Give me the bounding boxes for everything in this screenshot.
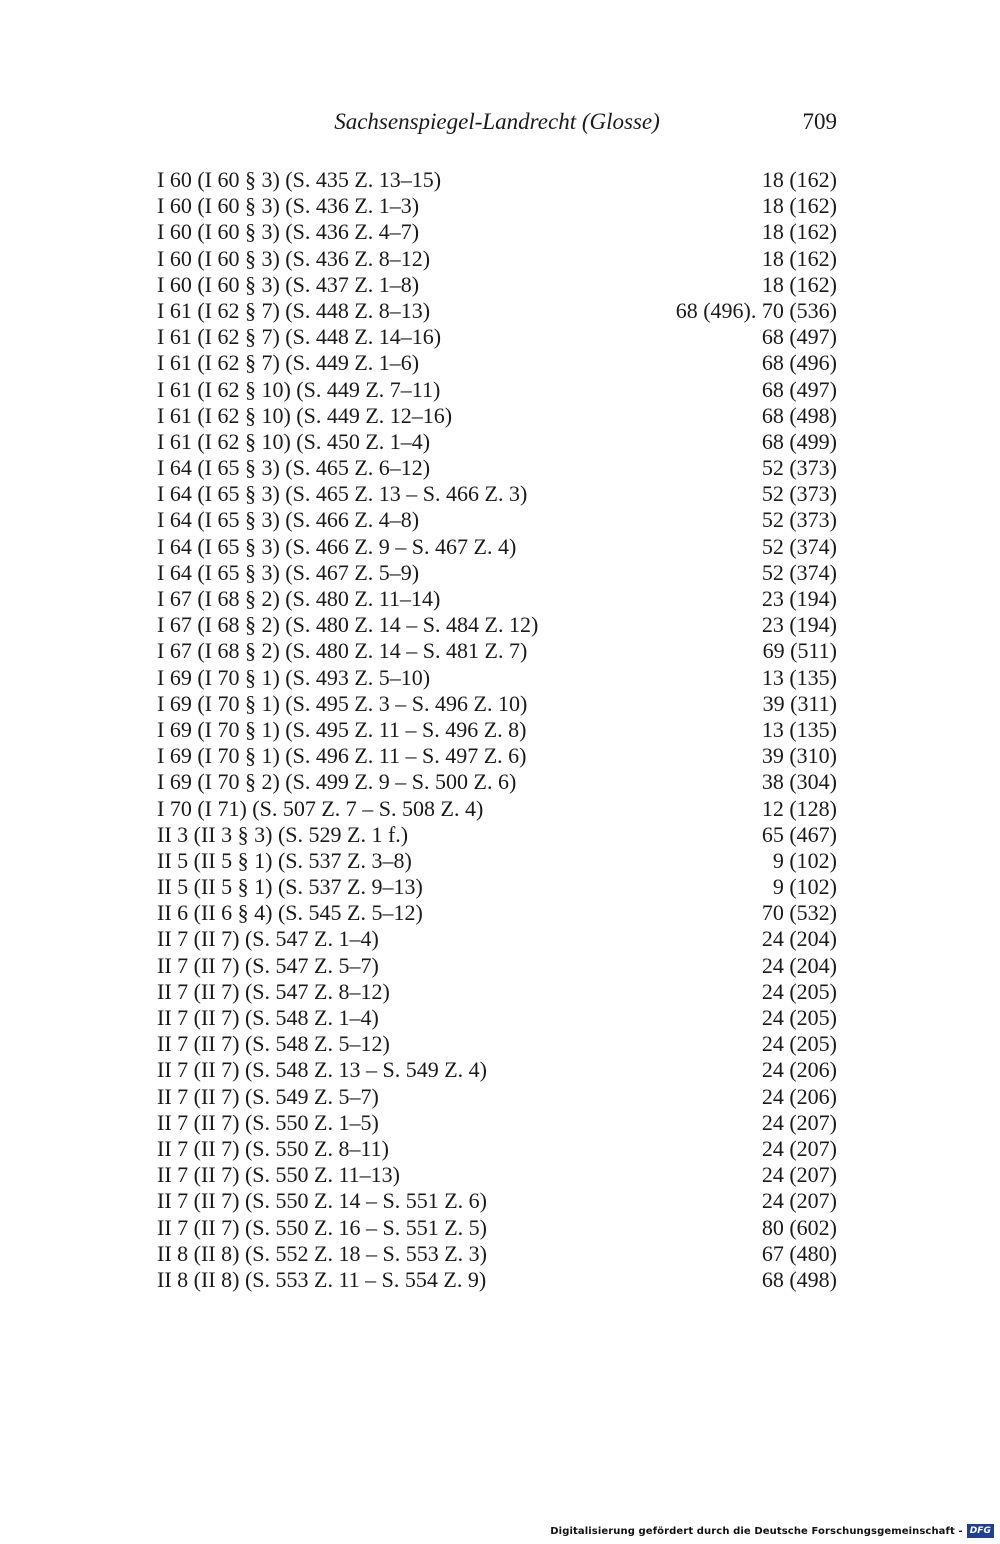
entry-reference: I 69 (I 70 § 1) (S. 496 Z. 11 – S. 497 Z. 6)	[157, 743, 527, 769]
entry-reference: II 7 (II 7) (S. 547 Z. 8–12)	[157, 978, 390, 1004]
entry-reference: II 7 (II 7) (S. 548 Z. 5–12)	[157, 1031, 390, 1057]
index-entry	[157, 1136, 837, 1162]
footer-text: Digitalisierung gefördert durch die Deutsche Forschungsgemeinschaft -	[550, 1525, 963, 1537]
index-entry	[157, 272, 837, 298]
entry-locator: 52 (374)	[761, 559, 837, 585]
entry-locator: 13 (135)	[761, 664, 837, 690]
entry-reference: I 64 (I 65 § 3) (S. 467 Z. 5–9)	[157, 559, 420, 585]
entry-locator: 67 (480)	[761, 1240, 837, 1266]
index-entry	[157, 534, 837, 560]
index-entry	[157, 874, 837, 900]
entry-locator: 13 (135)	[761, 716, 837, 742]
index-entry	[157, 717, 837, 743]
index-entry	[157, 1188, 837, 1214]
index-list	[157, 167, 837, 1293]
entry-locator: 18 (162)	[761, 193, 837, 219]
entry-locator: 39 (310)	[761, 743, 837, 769]
entry-reference: II 7 (II 7) (S. 549 Z. 5–7)	[157, 1083, 379, 1109]
index-entry	[157, 219, 837, 245]
entry-reference: I 64 (I 65 § 3) (S. 465 Z. 13 – S. 466 Z. 3)	[157, 481, 528, 507]
entry-locator: 12 (128)	[761, 795, 837, 821]
entry-locator: 24 (204)	[761, 952, 837, 978]
entry-reference: I 60 (I 60 § 3) (S. 436 Z. 8–12)	[157, 245, 431, 271]
index-entry	[157, 848, 837, 874]
index-entry	[157, 586, 837, 612]
entry-locator: 52 (373)	[761, 507, 837, 533]
entry-reference: I 67 (I 68 § 2) (S. 480 Z. 14 – S. 484 Z. 12)	[157, 612, 539, 638]
index-entry	[157, 167, 837, 193]
entry-reference: I 69 (I 70 § 1) (S. 495 Z. 11 – S. 496 Z. 8)	[157, 716, 527, 742]
entry-reference: I 64 (I 65 § 3) (S. 466 Z. 9 – S. 467 Z. 4)	[157, 533, 517, 559]
entry-locator: 52 (374)	[761, 533, 837, 559]
index-entry	[157, 953, 837, 979]
index-entry	[157, 900, 837, 926]
entry-reference: I 69 (I 70 § 1) (S. 493 Z. 5–10)	[157, 664, 431, 690]
running-head	[157, 104, 837, 140]
entry-locator: 23 (194)	[761, 586, 837, 611]
entry-reference: I 60 (I 60 § 3) (S. 436 Z. 4–7)	[157, 219, 420, 245]
entry-reference: II 7 (II 7) (S. 550 Z. 14 – S. 551 Z. 6)	[157, 1188, 487, 1214]
entry-reference: I 64 (I 65 § 3) (S. 466 Z. 4–8)	[157, 507, 420, 533]
entry-reference: I 69 (I 70 § 1) (S. 495 Z. 3 – S. 496 Z. 10)	[157, 690, 528, 716]
entry-reference: I 61 (I 62 § 10) (S. 449 Z. 12–16)	[157, 402, 453, 428]
index-entry	[157, 560, 837, 586]
entry-locator: 69 (511)	[762, 638, 837, 664]
entry-locator: 24 (207)	[761, 1162, 837, 1188]
entry-reference: II 5 (II 5 § 1) (S. 537 Z. 3–8)	[157, 847, 412, 873]
entry-locator: 52 (373)	[761, 481, 837, 507]
dfg-logo: DFG	[967, 1524, 994, 1538]
entry-locator: 24 (205)	[761, 978, 837, 1004]
entry-reference: II 8 (II 8) (S. 552 Z. 18 – S. 553 Z. 3)	[157, 1240, 487, 1266]
index-entry	[157, 796, 837, 822]
entry-locator: 24 (204)	[761, 926, 837, 952]
index-entry	[157, 691, 837, 717]
entry-locator: 68 (496)	[761, 350, 837, 376]
entry-locator: 65 (467)	[761, 821, 837, 847]
entry-reference: II 7 (II 7) (S. 550 Z. 8–11)	[157, 1135, 389, 1161]
entry-locator: 80 (602)	[761, 1214, 837, 1240]
index-entry	[157, 979, 837, 1005]
entry-reference: II 7 (II 7) (S. 547 Z. 1–4)	[157, 926, 379, 952]
entry-locator: 24 (207)	[761, 1109, 837, 1135]
entry-reference: II 7 (II 7) (S. 550 Z. 1–5)	[157, 1109, 379, 1135]
index-entry	[157, 246, 837, 272]
entry-reference: I 61 (I 62 § 10) (S. 450 Z. 1–4)	[157, 428, 431, 454]
page-number: 709	[802, 109, 837, 134]
entry-reference: II 7 (II 7) (S. 547 Z. 5–7)	[157, 952, 379, 978]
entry-locator: 68 (497)	[761, 324, 837, 350]
entry-locator: 68 (499)	[761, 428, 837, 454]
entry-locator: 68 (496). 70 (536)	[675, 297, 837, 323]
entry-reference: I 64 (I 65 § 3) (S. 465 Z. 6–12)	[157, 455, 431, 481]
entry-reference: I 61 (I 62 § 7) (S. 449 Z. 1–6)	[157, 350, 420, 376]
digitization-footer	[550, 1523, 994, 1539]
entry-reference: II 6 (II 6 § 4) (S. 545 Z. 5–12)	[157, 900, 423, 926]
entry-reference: I 61 (I 62 § 10) (S. 449 Z. 7–11)	[157, 376, 441, 402]
entry-locator: 24 (206)	[761, 1083, 837, 1109]
entry-reference: I 61 (I 62 § 7) (S. 448 Z. 14–16)	[157, 324, 442, 350]
entry-locator: 68 (498)	[761, 402, 837, 428]
index-entry	[157, 507, 837, 533]
entry-locator: 24 (205)	[761, 1031, 837, 1057]
index-entry	[157, 769, 837, 795]
index-entry	[157, 324, 837, 350]
entry-reference: II 7 (II 7) (S. 548 Z. 1–4)	[157, 1005, 379, 1030]
entry-locator: 24 (207)	[761, 1135, 837, 1161]
entry-locator: 23 (194)	[761, 612, 837, 638]
index-entry	[157, 665, 837, 691]
entry-locator: 52 (373)	[761, 455, 837, 481]
entry-locator: 68 (497)	[761, 376, 837, 402]
entry-locator: 9 (102)	[772, 874, 837, 900]
entry-reference: I 60 (I 60 § 3) (S. 436 Z. 1–3)	[157, 193, 420, 219]
entry-locator: 24 (207)	[761, 1188, 837, 1214]
entry-reference: I 61 (I 62 § 7) (S. 448 Z. 8–13)	[157, 297, 431, 323]
entry-locator: 18 (162)	[761, 167, 837, 192]
entry-locator: 24 (205)	[761, 1005, 837, 1030]
index-entry	[157, 1241, 837, 1267]
entry-reference: I 60 (I 60 § 3) (S. 437 Z. 1–8)	[157, 271, 420, 297]
entry-locator: 24 (206)	[761, 1057, 837, 1083]
entry-reference: II 5 (II 5 § 1) (S. 537 Z. 9–13)	[157, 874, 423, 900]
index-entry	[157, 377, 837, 403]
index-entry	[157, 743, 837, 769]
entry-locator: 18 (162)	[761, 245, 837, 271]
index-entry	[157, 298, 837, 324]
entry-locator: 18 (162)	[761, 219, 837, 245]
entry-reference: II 7 (II 7) (S. 550 Z. 11–13)	[157, 1162, 400, 1188]
entry-locator: 68 (498)	[761, 1266, 837, 1292]
index-entry	[157, 1031, 837, 1057]
index-entry	[157, 1084, 837, 1110]
index-entry	[157, 429, 837, 455]
index-entry	[157, 1162, 837, 1188]
entry-locator: 18 (162)	[761, 271, 837, 297]
entry-reference: I 70 (I 71) (S. 507 Z. 7 – S. 508 Z. 4)	[157, 795, 484, 821]
entry-reference: II 7 (II 7) (S. 548 Z. 13 – S. 549 Z. 4)	[157, 1057, 487, 1083]
index-entry	[157, 403, 837, 429]
index-entry	[157, 638, 837, 664]
index-entry	[157, 350, 837, 376]
index-entry	[157, 822, 837, 848]
entry-reference: I 60 (I 60 § 3) (S. 435 Z. 13–15)	[157, 167, 442, 192]
entry-reference: I 67 (I 68 § 2) (S. 480 Z. 11–14)	[157, 586, 441, 611]
entry-reference: II 8 (II 8) (S. 553 Z. 11 – S. 554 Z. 9)	[157, 1266, 487, 1292]
index-entry	[157, 1005, 837, 1031]
entry-reference: II 3 (II 3 § 3) (S. 529 Z. 1 f.)	[157, 821, 409, 847]
index-entry	[157, 1215, 837, 1241]
index-entry	[157, 1267, 837, 1293]
entry-locator: 9 (102)	[772, 847, 837, 873]
entry-reference: I 67 (I 68 § 2) (S. 480 Z. 14 – S. 481 Z. 7)	[157, 638, 528, 664]
index-entry	[157, 1057, 837, 1083]
index-entry	[157, 926, 837, 952]
entry-locator: 38 (304)	[761, 769, 837, 795]
index-entry	[157, 193, 837, 219]
index-entry	[157, 1110, 837, 1136]
index-entry	[157, 455, 837, 481]
index-entry	[157, 612, 837, 638]
entry-reference: II 7 (II 7) (S. 550 Z. 16 – S. 551 Z. 5)	[157, 1214, 487, 1240]
index-entry	[157, 481, 837, 507]
entry-locator: 39 (311)	[762, 690, 837, 716]
running-title: Sachsenspiegel-Landrecht (Glosse)	[334, 109, 660, 134]
entry-reference: I 69 (I 70 § 2) (S. 499 Z. 9 – S. 500 Z. 6)	[157, 769, 517, 795]
entry-locator: 70 (532)	[761, 900, 837, 926]
